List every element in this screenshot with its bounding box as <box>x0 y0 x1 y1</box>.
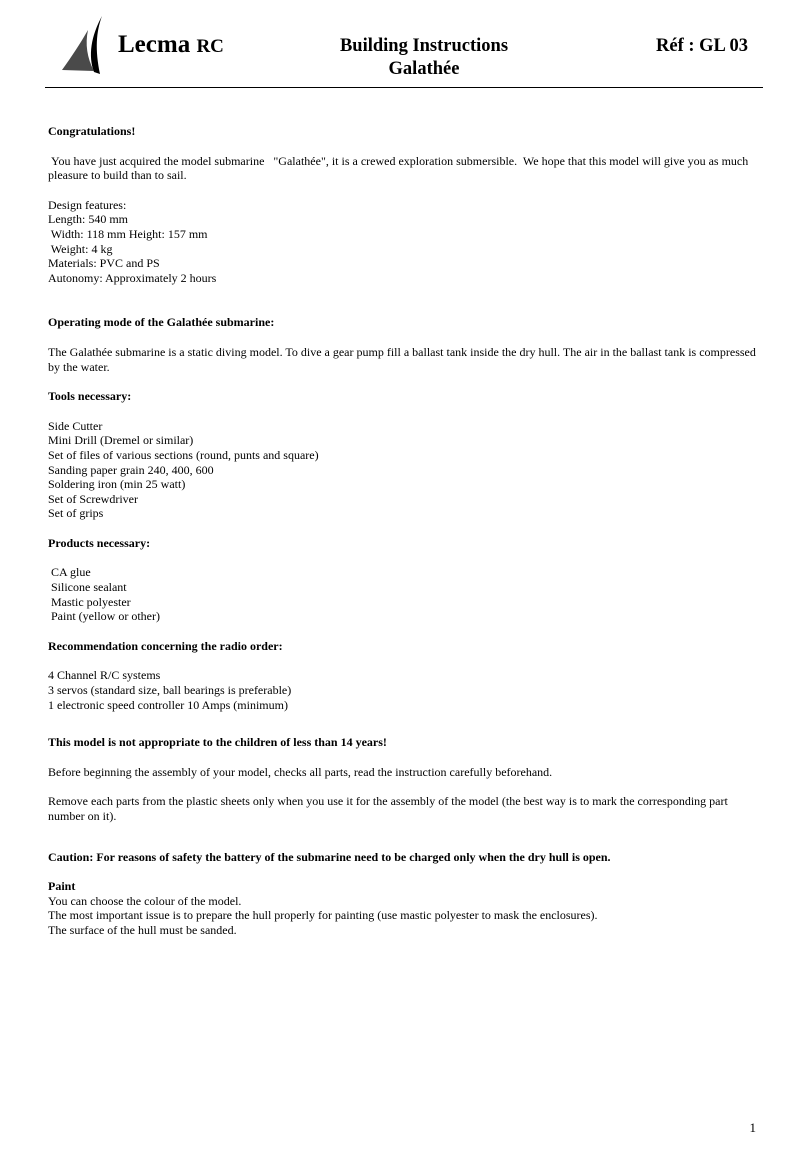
design-list <box>48 212 766 285</box>
title-line-1: Building Instructions <box>339 36 509 56</box>
tool-item: Sanding paper grain 240, 400, 600 <box>48 462 214 477</box>
radio-list <box>48 668 766 712</box>
warning-paragraph-1: Before beginning the assembly of your model, checks all parts, read the instruction carefully beforehand. <box>48 764 553 779</box>
design-line: Weight: 4 kg <box>48 241 113 256</box>
product-item: Paint (yellow or other) <box>48 609 160 624</box>
products-heading: Products necessary: <box>48 535 151 550</box>
radio-item: 4 Channel R/C systems <box>48 668 161 683</box>
sail-logo-icon <box>58 16 118 76</box>
brand-name: Lecma RC <box>118 31 224 58</box>
design-label: Design features: <box>48 197 127 212</box>
design-line: Materials: PVC and PS <box>48 256 160 271</box>
brand-suffix: RC <box>196 36 224 57</box>
products-list <box>48 565 766 623</box>
tool-item: Set of Screwdriver <box>48 491 138 506</box>
operating-heading: Operating mode of the Galathée submarine: <box>48 315 275 330</box>
design-line: Length: 540 mm <box>48 212 128 227</box>
tools-heading: Tools necessary: <box>48 389 132 404</box>
tool-item: Set of grips <box>48 506 104 521</box>
intro-text: You have just acquired the model submarine "Galathée", it is a crewed exploration submersible. We hope that this model will give you as much pleasure to build than to sail. <box>48 153 752 183</box>
warning-paragraph-2: Remove each parts from the plastic sheets only when you use it for the assembly of the model (the best way is to mark the corresponding part number on it). <box>48 794 728 823</box>
design-line: Autonomy: Approximately 2 hours <box>48 270 217 285</box>
design-line: Width: 118 mm Height: 157 mm <box>48 226 208 241</box>
tool-item: Soldering iron (min 25 watt) <box>48 477 186 492</box>
tools-list <box>48 419 766 521</box>
paint-line: You can choose the colour of the model. <box>48 893 242 908</box>
age-warning: This model is not appropriate to the children of less than 14 years! <box>48 735 387 750</box>
radio-item: 3 servos (standard size, ball bearings is preferable) <box>48 683 292 698</box>
tool-item: Set of files of various sections (round, punts and square) <box>48 447 319 462</box>
radio-heading: Recommendation concerning the radio order: <box>48 638 283 653</box>
caution-text: Caution: For reasons of safety the battery of the submarine need to be charged only when the dry hull is open. <box>48 849 611 864</box>
paint-heading: Paint <box>48 879 76 894</box>
paint-line: The most important issue is to prepare the hull properly for painting (use mastic polyester to mask the enclosures). <box>48 908 598 923</box>
header-divider <box>45 87 763 88</box>
product-item: Silicone sealant <box>48 580 127 595</box>
page-number: 1 <box>749 1120 756 1135</box>
document-title <box>300 35 548 81</box>
title-line-2: Galathée <box>388 59 460 79</box>
product-item: Mastic polyester <box>48 594 131 609</box>
paint-line: The surface of the hull must be sanded. <box>48 922 237 937</box>
radio-item: 1 electronic speed controller 10 Amps (minimum) <box>48 697 288 712</box>
document-body <box>48 124 766 938</box>
tool-item: Mini Drill (Dremel or similar) <box>48 433 194 448</box>
document-reference: Réf : GL 03 <box>656 36 748 56</box>
tool-item: Side Cutter <box>48 418 103 433</box>
product-item: CA glue <box>48 565 91 580</box>
operating-text: The Galathée submarine is a static diving model. To dive a gear pump fill a ballast tank inside the dry hull. The air in the ballast tank is compressed by the water. <box>48 344 756 374</box>
intro-heading: Congratulations! <box>48 124 136 138</box>
